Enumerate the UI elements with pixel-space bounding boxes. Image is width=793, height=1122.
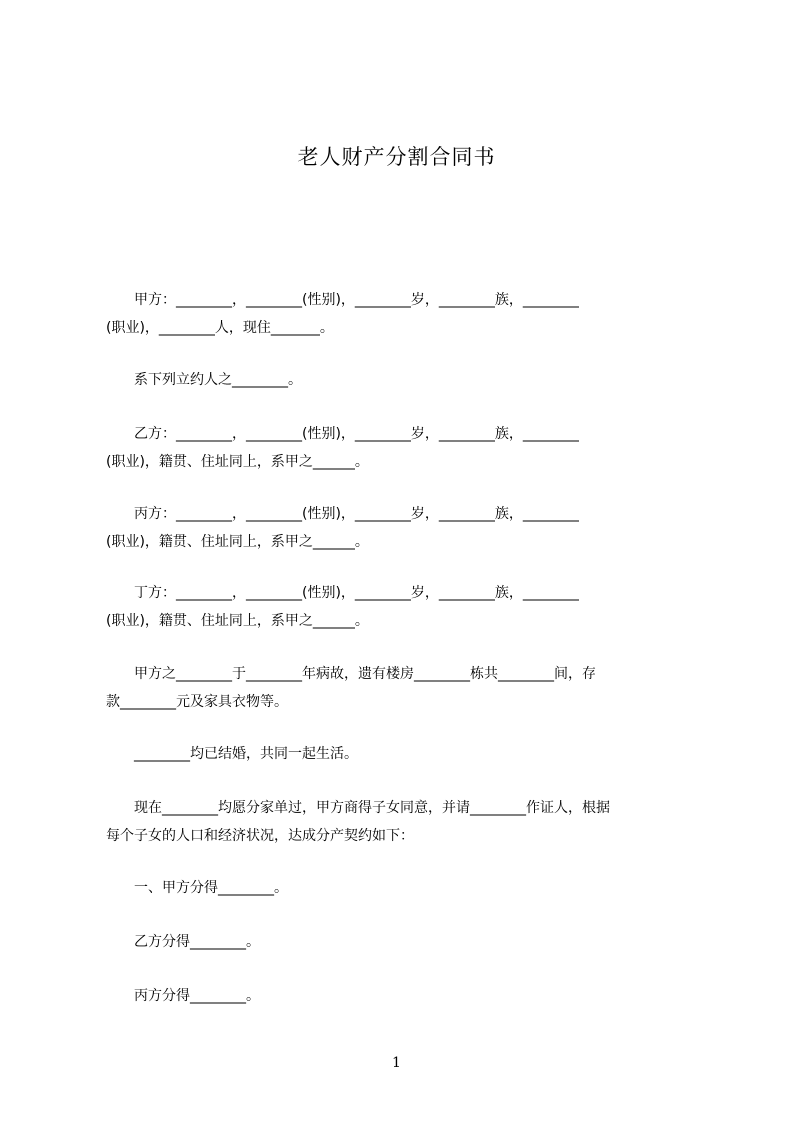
paragraph-line: (职业)，________人，现住_______。	[106, 320, 334, 336]
clause-party-b-share	[106, 928, 700, 956]
paragraph-married	[106, 740, 700, 768]
paragraph-line: 丙方：________，________(性别)，________岁，________族，________	[106, 506, 579, 522]
paragraph-line: 一、甲方分得________。	[106, 880, 288, 896]
document-title: 老人财产分割合同书	[297, 145, 496, 169]
paragraph-line: 丁方：________，________(性别)，________岁，________族，________	[106, 585, 579, 601]
paragraph-party-a	[106, 286, 700, 342]
paragraph-line: 丙方分得________。	[106, 988, 260, 1004]
page-number: 1	[392, 1055, 401, 1071]
paragraph-line: 款________元及家具衣物等。	[106, 694, 288, 710]
paragraph-line: 乙方：________，________(性别)，________岁，________族，________	[106, 426, 579, 442]
paragraph-line: 乙方分得________。	[106, 934, 260, 950]
paragraph-line: 甲方之________于________年病故，遗有楼房________栋共________间，存	[106, 666, 596, 682]
paragraph-relation	[106, 366, 700, 394]
paragraph-line: (职业)，籍贯、住址同上，系甲之______。	[106, 534, 369, 550]
paragraph-agreement	[106, 794, 700, 850]
paragraph-line: (职业)，籍贯、住址同上，系甲之______。	[106, 613, 369, 629]
clause-party-a-share	[106, 874, 700, 902]
paragraph-line: 甲方：________，________(性别)，________岁，________族，________	[106, 292, 579, 308]
paragraph-estate	[106, 660, 700, 716]
clause-party-c-share	[106, 982, 700, 1010]
paragraph-line: 每个子女的人口和经济状况，达成分产契约如下：	[106, 828, 414, 844]
paragraph-line: (职业)，籍贯、住址同上，系甲之______。	[106, 454, 369, 470]
paragraph-party-d	[106, 579, 700, 635]
paragraph-line: 现在________均愿分家单过，甲方商得子女同意，并请________作证人，根据	[106, 800, 610, 816]
paragraph-party-b	[106, 420, 700, 476]
paragraph-line: ________均已结婚，共同一起生活。	[106, 746, 358, 762]
paragraph-line: 系下列立约人之________。	[106, 372, 302, 388]
paragraph-party-c	[106, 500, 700, 556]
